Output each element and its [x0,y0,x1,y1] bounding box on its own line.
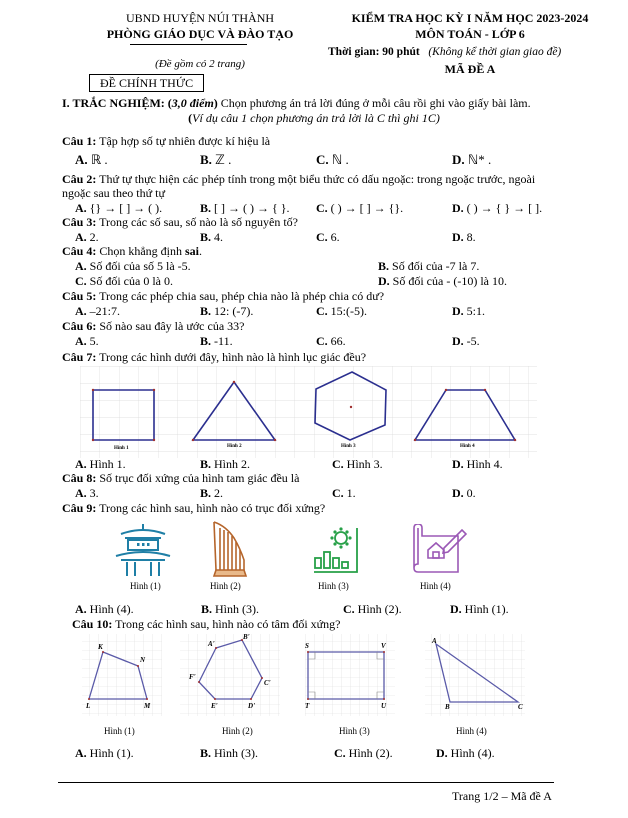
q7-fig4-label: Hình 4 [460,444,475,449]
vertex-B: B [445,703,450,711]
q10-figures [80,632,560,722]
q3-option-a[interactable]: A. 2. [75,230,99,244]
q3-option-c[interactable]: C. 6. [316,230,340,244]
q4-option-b[interactable]: B. Số đối của -7 là 7. [378,259,480,273]
vertex-U: U [381,702,387,710]
question-10: Câu 10: Trong các hình sau, hình nào có tâm đối xứng? [72,617,341,631]
chart-virus-icon [312,526,360,574]
vertex-A: A [432,637,437,645]
q3-option-d[interactable]: D. 8. [452,230,476,244]
q6-option-b[interactable]: B. -11. [200,334,233,348]
question-9: Câu 9: Trong các hình sau, hình nào có trục đối xứng? [62,501,326,515]
q10-option-b[interactable]: B. Hình (3). [200,746,259,760]
q1-option-b[interactable]: B. ℤ . [200,152,232,167]
q7-fig2-label: Hình 2 [227,444,242,449]
section-title: I. TRẮC NGHIỆM: [62,96,165,110]
q7-option-b[interactable]: B. Hình 2. [200,457,251,471]
q7-fig3-label: Hình 3 [341,444,356,449]
question-2-cont: ngoặc sau theo thứ tự [62,186,165,200]
department-name: PHÒNG GIÁO DỤC VÀ ĐÀO TẠO [106,27,294,41]
harp-icon [210,520,250,580]
question-3: Câu 3: Trong các số sau, số nào là số nguyên tố? [62,215,298,229]
vertex-N: N [140,656,146,664]
q4-option-c[interactable]: C. Số đối của 0 là 0. [75,274,173,288]
q10-fig4-label: Hình (4) [456,726,487,736]
subject-grade: MÔN TOÁN - LỚP 6 [415,27,525,41]
time-note: (Không kể thời gian giao đề) [428,46,562,58]
q9-option-d[interactable]: D. Hình (1). [450,602,509,616]
q8-option-c[interactable]: C. 1. [332,486,356,500]
vertex-K: K [98,643,103,651]
q6-option-a[interactable]: A. 5. [75,334,99,348]
header-underline [130,44,247,45]
q4-option-d[interactable]: D. Số đối của - (-10) là 10. [378,274,507,288]
q10-fig2-label: Hình (2) [222,726,253,736]
q8-option-a[interactable]: A. 3. [75,486,99,500]
section-instruction: Chọn phương án trả lời đúng ở mỗi câu rồi ghi vào giấy bài làm. [217,96,531,110]
section-example: (Ví dụ câu 1 chọn phương án trả lời là C thì ghi 1C) [188,111,440,125]
q9-option-a[interactable]: A. Hình (4). [75,602,134,616]
house-plan-icon [412,524,468,574]
exam-code: MÃ ĐỀ A [444,62,496,76]
q7-option-d[interactable]: D. Hình 4. [452,457,503,471]
q8-option-b[interactable]: B. 2. [200,486,224,500]
q2-option-c[interactable]: C. ( ) → [ ] → {}. [316,201,404,215]
q10-option-a[interactable]: A. Hình (1). [75,746,134,760]
section-points: 3,0 điểm [171,96,214,110]
q7-option-a[interactable]: A. Hình 1. [75,457,126,471]
vertex-E1: E' [211,702,218,710]
q10-fig3-label: Hình (3) [339,726,370,736]
time-info [328,46,561,58]
q7-hexagon-center [350,406,352,408]
q2-option-a[interactable]: A. {} → [ ] → ( ). [75,201,163,215]
vertex-L: L [86,702,91,710]
q7-option-c[interactable]: C. Hình 3. [332,457,383,471]
q9-fig4-label: Hình (4) [420,581,451,591]
section-heading: I. TRẮC NGHIỆM: (3,0 điểm) Chọn phương án trả lời đúng ở mỗi câu rồi ghi vào giấy bài làm. [62,96,531,110]
vertex-C1: C' [264,679,271,687]
exam-title: KIỂM TRA HỌC KỲ I NĂM HỌC 2023-2024 [351,11,589,25]
question-7: Câu 7: Trong các hình dưới đây, hình nào là hình lục giác đều? [62,350,367,364]
q9-fig1-label: Hình (1) [130,581,161,591]
pages-note: (Đề gồm có 2 trang) [155,58,245,70]
q1-option-c[interactable]: C. ℕ . [316,152,349,167]
q9-fig2-label: Hình (2) [210,581,241,591]
question-2: Câu 2: Thứ tự thực hiện các phép tính trong một biểu thức có dấu ngoặc: trong ngoặc trước, ngoài [62,172,536,186]
pagoda-icon [113,522,173,578]
q5-option-c[interactable]: C. 15:(-5). [316,304,367,318]
vertex-F1: F' [189,673,196,681]
vertex-M: M [144,702,151,710]
authority-name: UBND HUYỆN NÚI THÀNH [125,11,275,25]
q2-option-b[interactable]: B. [ ] → ( ) → { }. [200,201,290,215]
vertex-B1: B' [243,633,250,641]
q8-option-d[interactable]: D. 0. [452,486,476,500]
q1-option-a[interactable]: A. ℝ . [75,152,108,167]
q6-option-c[interactable]: C. 66. [316,334,346,348]
vertex-T: T [305,702,310,710]
q2-option-d[interactable]: D. ( ) → { } → [ ]. [452,201,543,215]
q5-option-d[interactable]: D. 5:1. [452,304,486,318]
q5-option-a[interactable]: A. –21:7. [75,304,121,318]
vertex-V: V [381,642,386,650]
q4-option-a[interactable]: A. Số đối của số 5 là -5. [75,259,191,273]
q9-option-b[interactable]: B. Hình (3). [201,602,260,616]
q6-option-d[interactable]: D. -5. [452,334,480,348]
official-badge: ĐỀ CHÍNH THỨC [89,74,204,92]
question-4: Câu 4: Chọn khẳng định sai. [62,244,203,258]
question-8: Câu 8: Số trục đối xứng của hình tam giác đều là [62,471,300,485]
q9-fig3-label: Hình (3) [318,581,349,591]
q10-fig1-label: Hình (1) [104,726,135,736]
vertex-D1: D' [248,702,255,710]
q7-fig1-label: Hình 1 [114,446,129,451]
q5-option-b[interactable]: B. 12: (-7). [200,304,254,318]
question-1: Câu 1: Tập hợp số tự nhiên được kí hiệu là [62,134,271,148]
q7-figures [80,366,550,458]
time-label: Thời gian: 90 phút [328,46,420,58]
q10-option-c[interactable]: C. Hình (2). [334,746,393,760]
question-6: Câu 6: Số nào sau đây là ước của 33? [62,319,245,333]
q10-option-d[interactable]: D. Hình (4). [436,746,495,760]
footer-divider [58,782,554,783]
vertex-C: C [518,703,523,711]
q1-option-d[interactable]: D. ℕ* . [452,152,492,167]
question-5: Câu 5: Trong các phép chia sau, phép chia nào là phép chia có dư? [62,289,385,303]
vertex-A1: A' [208,640,215,648]
q9-option-c[interactable]: C. Hình (2). [343,602,402,616]
page-number: Trang 1/2 – Mã đề A [452,789,552,803]
vertex-S: S [305,642,309,650]
q3-option-b[interactable]: B. 4. [200,230,224,244]
